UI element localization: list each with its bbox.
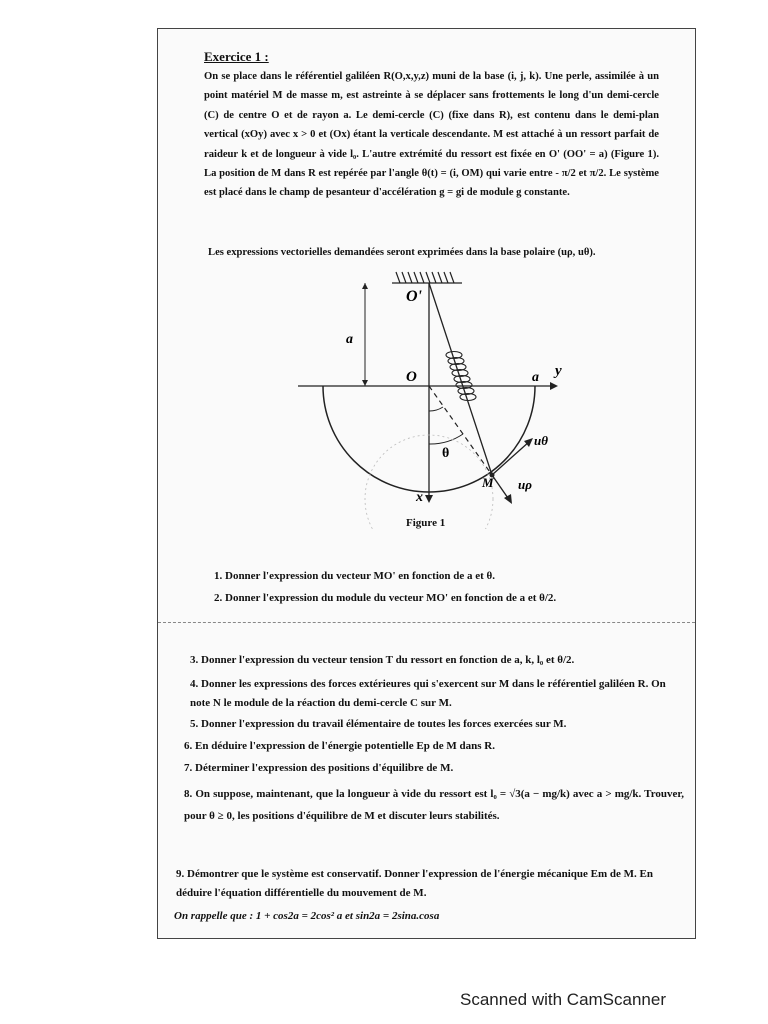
camscanner-footer: Scanned with CamScanner: [460, 990, 667, 1009]
label-a-horizontal: a: [532, 370, 539, 385]
basis-note: Les expressions vectorielles demandées seront exprimées dans la base polaire (uρ, uθ).: [208, 247, 596, 258]
question-4: 4. Donner les expressions des forces extérieures qui s'exercent sur M dans le référentiel galiléen R. On note N le module de la réaction du demi-cercle C sur M.: [190, 678, 666, 709]
exercise-intro: On se place dans le référentiel galiléen R(O,x,y,z) muni de la base (i, j, k). Une perle, assimilée à un point matériel M de masse m, est astreinte à se déplacer sans frottements le long d'un demi-cercle (C) de centre O et de rayon a. Le demi-cercle (C) (fixe dans R), est contenu dans le demi-plan vertical (xOy) avec x > 0 et (Ox) étant la verticale descendante. M est attaché à un ressort parfait de raideur k et de longueur à vide l₀. L'autre extrémité du ressort est fixée en O' (OO' = a) (Figure 1). La position de M dans R est repérée par l'angle θ(t) = (i, OM) qui varie entre - π/2 et π/2. Le système est placé dans le champ de pesanteur d'accélération g = gi de module g constante.: [204, 71, 659, 199]
exercise-title: Exercice 1 :: [204, 49, 269, 64]
question-8: 8. On suppose, maintenant, que la longueur à vide du ressort est l₀ = √3(a − mg/k) avec a > mg/k. Trouver, pour θ ≥ 0, les positions d'équilibre de M et discuter leurs stabilités.: [184, 788, 684, 822]
question-5: 5. Donner l'expression du travail élémentaire de toutes les forces exercées sur M.: [190, 718, 567, 730]
label-a-vertical: a: [346, 332, 353, 347]
figure-caption: Figure 1: [406, 517, 446, 529]
question-9: 9. Démontrer que le système est conservatif. Donner l'expression de l'énergie mécanique Em de M. En déduire l'équation différentielle du mouvement de M.: [176, 868, 654, 899]
reminder-note: On rappelle que : 1 + cos2a = 2cos² a et sin2a = 2sina.cosa: [174, 910, 440, 922]
label-u-theta: uθ: [534, 433, 548, 448]
ceiling-hatch: [392, 272, 462, 283]
label-m: M: [482, 475, 494, 490]
figure-1-diagram: [158, 269, 697, 529]
label-theta: θ: [442, 446, 450, 461]
label-o-prime: O': [406, 288, 422, 305]
label-y: y: [555, 363, 562, 379]
label-o: O: [406, 369, 417, 385]
label-u-rho: uρ: [518, 477, 532, 492]
question-3: 3. Donner l'expression du vecteur tension T du ressort en fonction de a, k, l₀ et θ/2.: [190, 654, 575, 666]
exam-sheet: [157, 28, 696, 939]
label-x: x: [416, 490, 423, 505]
om-line: [429, 386, 492, 475]
spring-coils: [446, 352, 476, 401]
u-theta-vector: [492, 441, 530, 475]
question-7: 7. Déterminer l'expression des positions d'équilibre de M.: [184, 762, 454, 774]
question-6: 6. En déduire l'expression de l'énergie potentielle Ep de M dans R.: [184, 740, 495, 752]
question-1: 1. Donner l'expression du vecteur MO' en fonction de a et θ.: [214, 570, 496, 582]
spring-line: [429, 283, 492, 475]
question-2: 2. Donner l'expression du module du vecteur MO' en fonction de a et θ/2.: [214, 592, 557, 604]
page-divider: [158, 622, 695, 623]
